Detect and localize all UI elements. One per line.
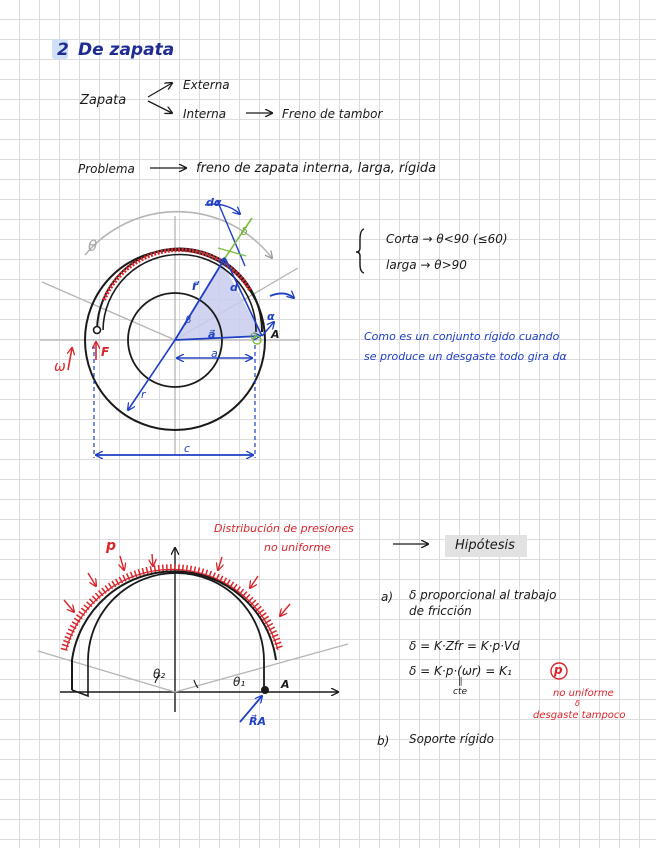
- nonuniform-line2: desgaste tampoco: [533, 710, 626, 721]
- pressure-note-line1: Distribución de presiones: [214, 522, 354, 535]
- fig1-alpha: α: [267, 310, 275, 323]
- fig2-theta1: θ₁: [233, 675, 246, 689]
- hyp-a-eq2: δ = K·p·(ωr) = K₁: [409, 664, 512, 678]
- fig1-dim-r: r: [141, 388, 146, 401]
- class-drum-brake: Freno de tambor: [282, 107, 383, 121]
- hyp-b-marker: b): [377, 734, 390, 748]
- case-long: larga → θ>90: [386, 258, 467, 272]
- fig1-point-A: A: [271, 328, 280, 341]
- fig1-theta: θ: [88, 237, 98, 255]
- hyp-a-eq2-under2: cte: [453, 687, 468, 697]
- figure2-pressure-diagram: [38, 548, 348, 722]
- fig1-dim-c: c: [184, 442, 191, 455]
- pressure-note-line2: no uniforme: [264, 541, 331, 554]
- problem-label: Problema: [78, 162, 135, 176]
- cases-brace: [356, 229, 364, 273]
- fig1-force-F: F: [101, 345, 110, 359]
- case-short: Corta → θ<90 (≤60): [386, 232, 508, 246]
- fig1-r-vector: r⃗: [192, 279, 198, 293]
- class-external: Externa: [183, 78, 230, 92]
- heading-number: 2: [57, 40, 69, 60]
- fig1-a-vector: a⃗: [208, 328, 216, 341]
- fig2-reaction: R⃗A: [249, 715, 266, 728]
- fig1-beta: β: [185, 315, 192, 326]
- hyp-a-line1: δ proporcional al trabajo: [409, 588, 557, 602]
- fig1-dim-a: a: [211, 347, 218, 360]
- hypothesis-label: Hipótesis: [455, 538, 515, 553]
- beta-sector: [175, 262, 262, 340]
- rigid-note-line1: Como es un conjunto rígido cuando: [364, 330, 560, 343]
- fig1-point-O: O: [250, 332, 258, 342]
- hyp-a-eq2-p: p: [554, 663, 563, 677]
- problem-description: freno de zapata interna, larga, rígida: [196, 161, 437, 176]
- fig1-d: d: [230, 281, 238, 294]
- nonuniform-line1: no uniforme: [553, 688, 614, 699]
- fig1-omega: ω: [54, 359, 66, 375]
- heading-title: De zapata: [78, 40, 175, 60]
- class-internal: Interna: [183, 107, 227, 121]
- fig1-dalpha: dα: [206, 196, 222, 209]
- fig2-p-label: p: [106, 538, 117, 554]
- omega-arrow: [68, 348, 72, 370]
- hyp-a-eq1: δ = K·Zfr = K·p·Vd: [409, 639, 520, 653]
- hyp-a-eq2-under1: ∥: [458, 677, 463, 687]
- class-root: Zapata: [80, 93, 127, 108]
- rigid-note-line2: se produce un desgaste todo gira dα: [364, 350, 567, 363]
- figure1-drum-diagram: [40, 200, 300, 458]
- fig2-point-A: A: [281, 678, 290, 691]
- arrow-to-external: [148, 83, 172, 97]
- hyp-b-text: Soporte rígido: [409, 732, 494, 746]
- hyp-a-line2: de fricción: [409, 604, 472, 618]
- fig2-theta2: θ₂: [153, 667, 166, 681]
- hyp-a-marker: a): [381, 590, 394, 604]
- fig1-delta: δ: [241, 225, 248, 238]
- nonuniform-mark: δ: [575, 699, 580, 708]
- arrow-to-internal: [148, 101, 172, 113]
